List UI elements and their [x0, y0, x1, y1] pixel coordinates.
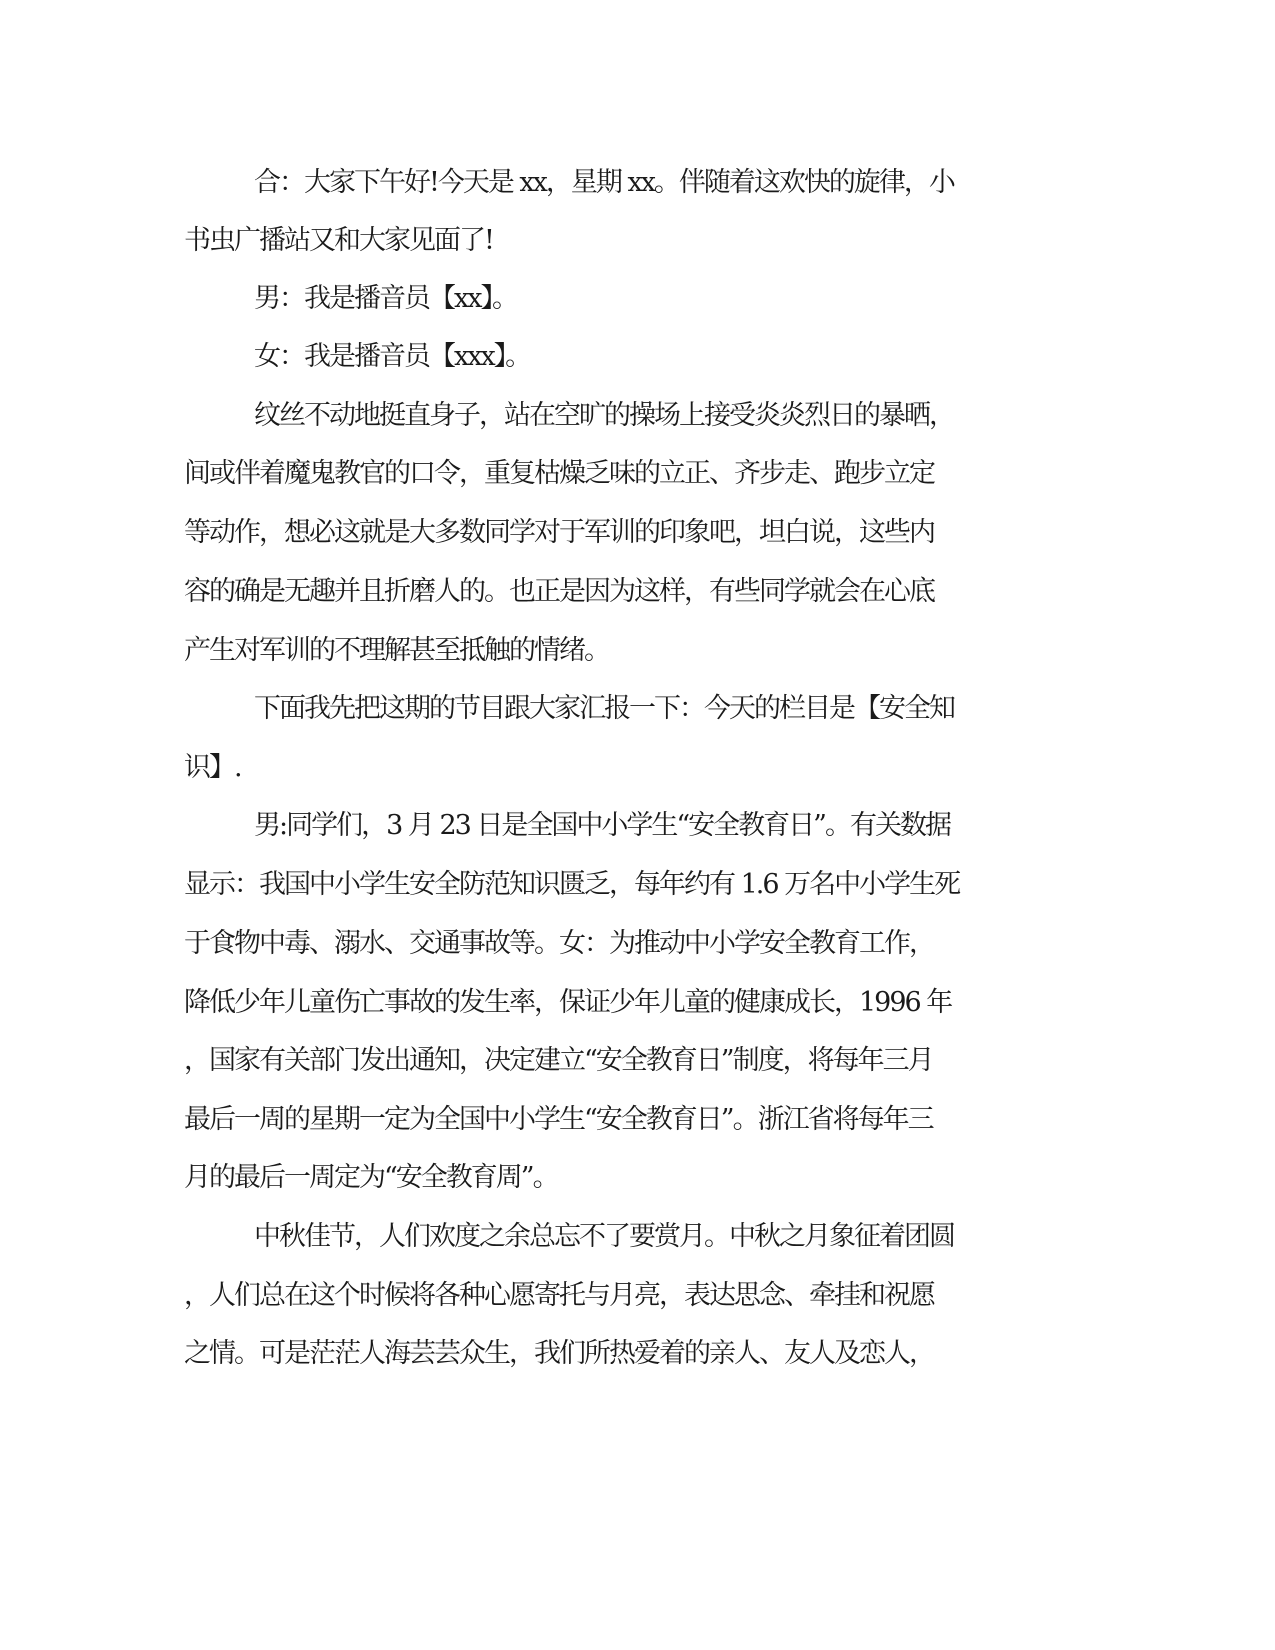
text-line: 男：我是播音员【xx】。 [254, 283, 517, 314]
text-line: 之情。可是茫茫人海芸芸众生，我们所热爱着的亲人、友人及恋人， [184, 1338, 934, 1369]
text-line: 书虫广播站又和大家见面了! [184, 225, 493, 256]
text-line: 女：我是播音员【xxx】。 [254, 341, 531, 372]
text-line: 纹丝不动地挺直身子，站在空旷的操场上接受炎炎烈日的暴晒， [254, 400, 954, 431]
text-line: ，国家有关部门发出通知，决定建立“安全教育日”制度，将每年三月 [184, 1045, 933, 1076]
text-line: 降低少年儿童伤亡事故的发生率，保证少年儿童的健康成长，1996 年 [184, 987, 952, 1018]
text-line: 容的确是无趣并且折磨人的。也正是因为这样，有些同学就会在心底 [184, 576, 934, 607]
text-line: 间或伴着魔鬼教官的口令，重复枯燥乏味的立正、齐步走、跑步立定 [184, 458, 934, 489]
text-line: 月的最后一周定为“安全教育周”。 [184, 1162, 558, 1193]
text-line: 等动作，想必这就是大多数同学对于军训的印象吧，坦白说，这些内 [184, 517, 934, 548]
text-line: 产生对军训的不理解甚至抵触的情绪。 [184, 635, 609, 666]
text-line: 下面我先把这期的节目跟大家汇报一下：今天的栏目是【安全知 [254, 693, 954, 724]
text-line: 中秋佳节，人们欢度之余总忘不了要赏月。中秋之月象征着团圆 [254, 1221, 954, 1252]
text-line: 最后一周的星期一定为全国中小学生“安全教育日”。浙江省将每年三 [184, 1104, 933, 1135]
text-line: ，人们总在这个时候将各种心愿寄托与月亮，表达思念、牵挂和祝愿 [184, 1280, 934, 1311]
text-line: 于食物中毒、溺水、交通事故等。女：为推动中小学安全教育工作， [184, 928, 934, 959]
text-line: 合：大家下午好!今天是 xx，星期 xx。伴随着这欢快的旋律，小 [254, 167, 954, 198]
text-line: 识】. [184, 752, 241, 783]
text-line: 男:同学们，3 月 23 日是全国中小学生“安全教育日”。有关数据 [254, 810, 950, 841]
text-line: 显示：我国中小学生安全防范知识匮乏，每年约有 1.6 万名中小学生死 [184, 869, 960, 900]
